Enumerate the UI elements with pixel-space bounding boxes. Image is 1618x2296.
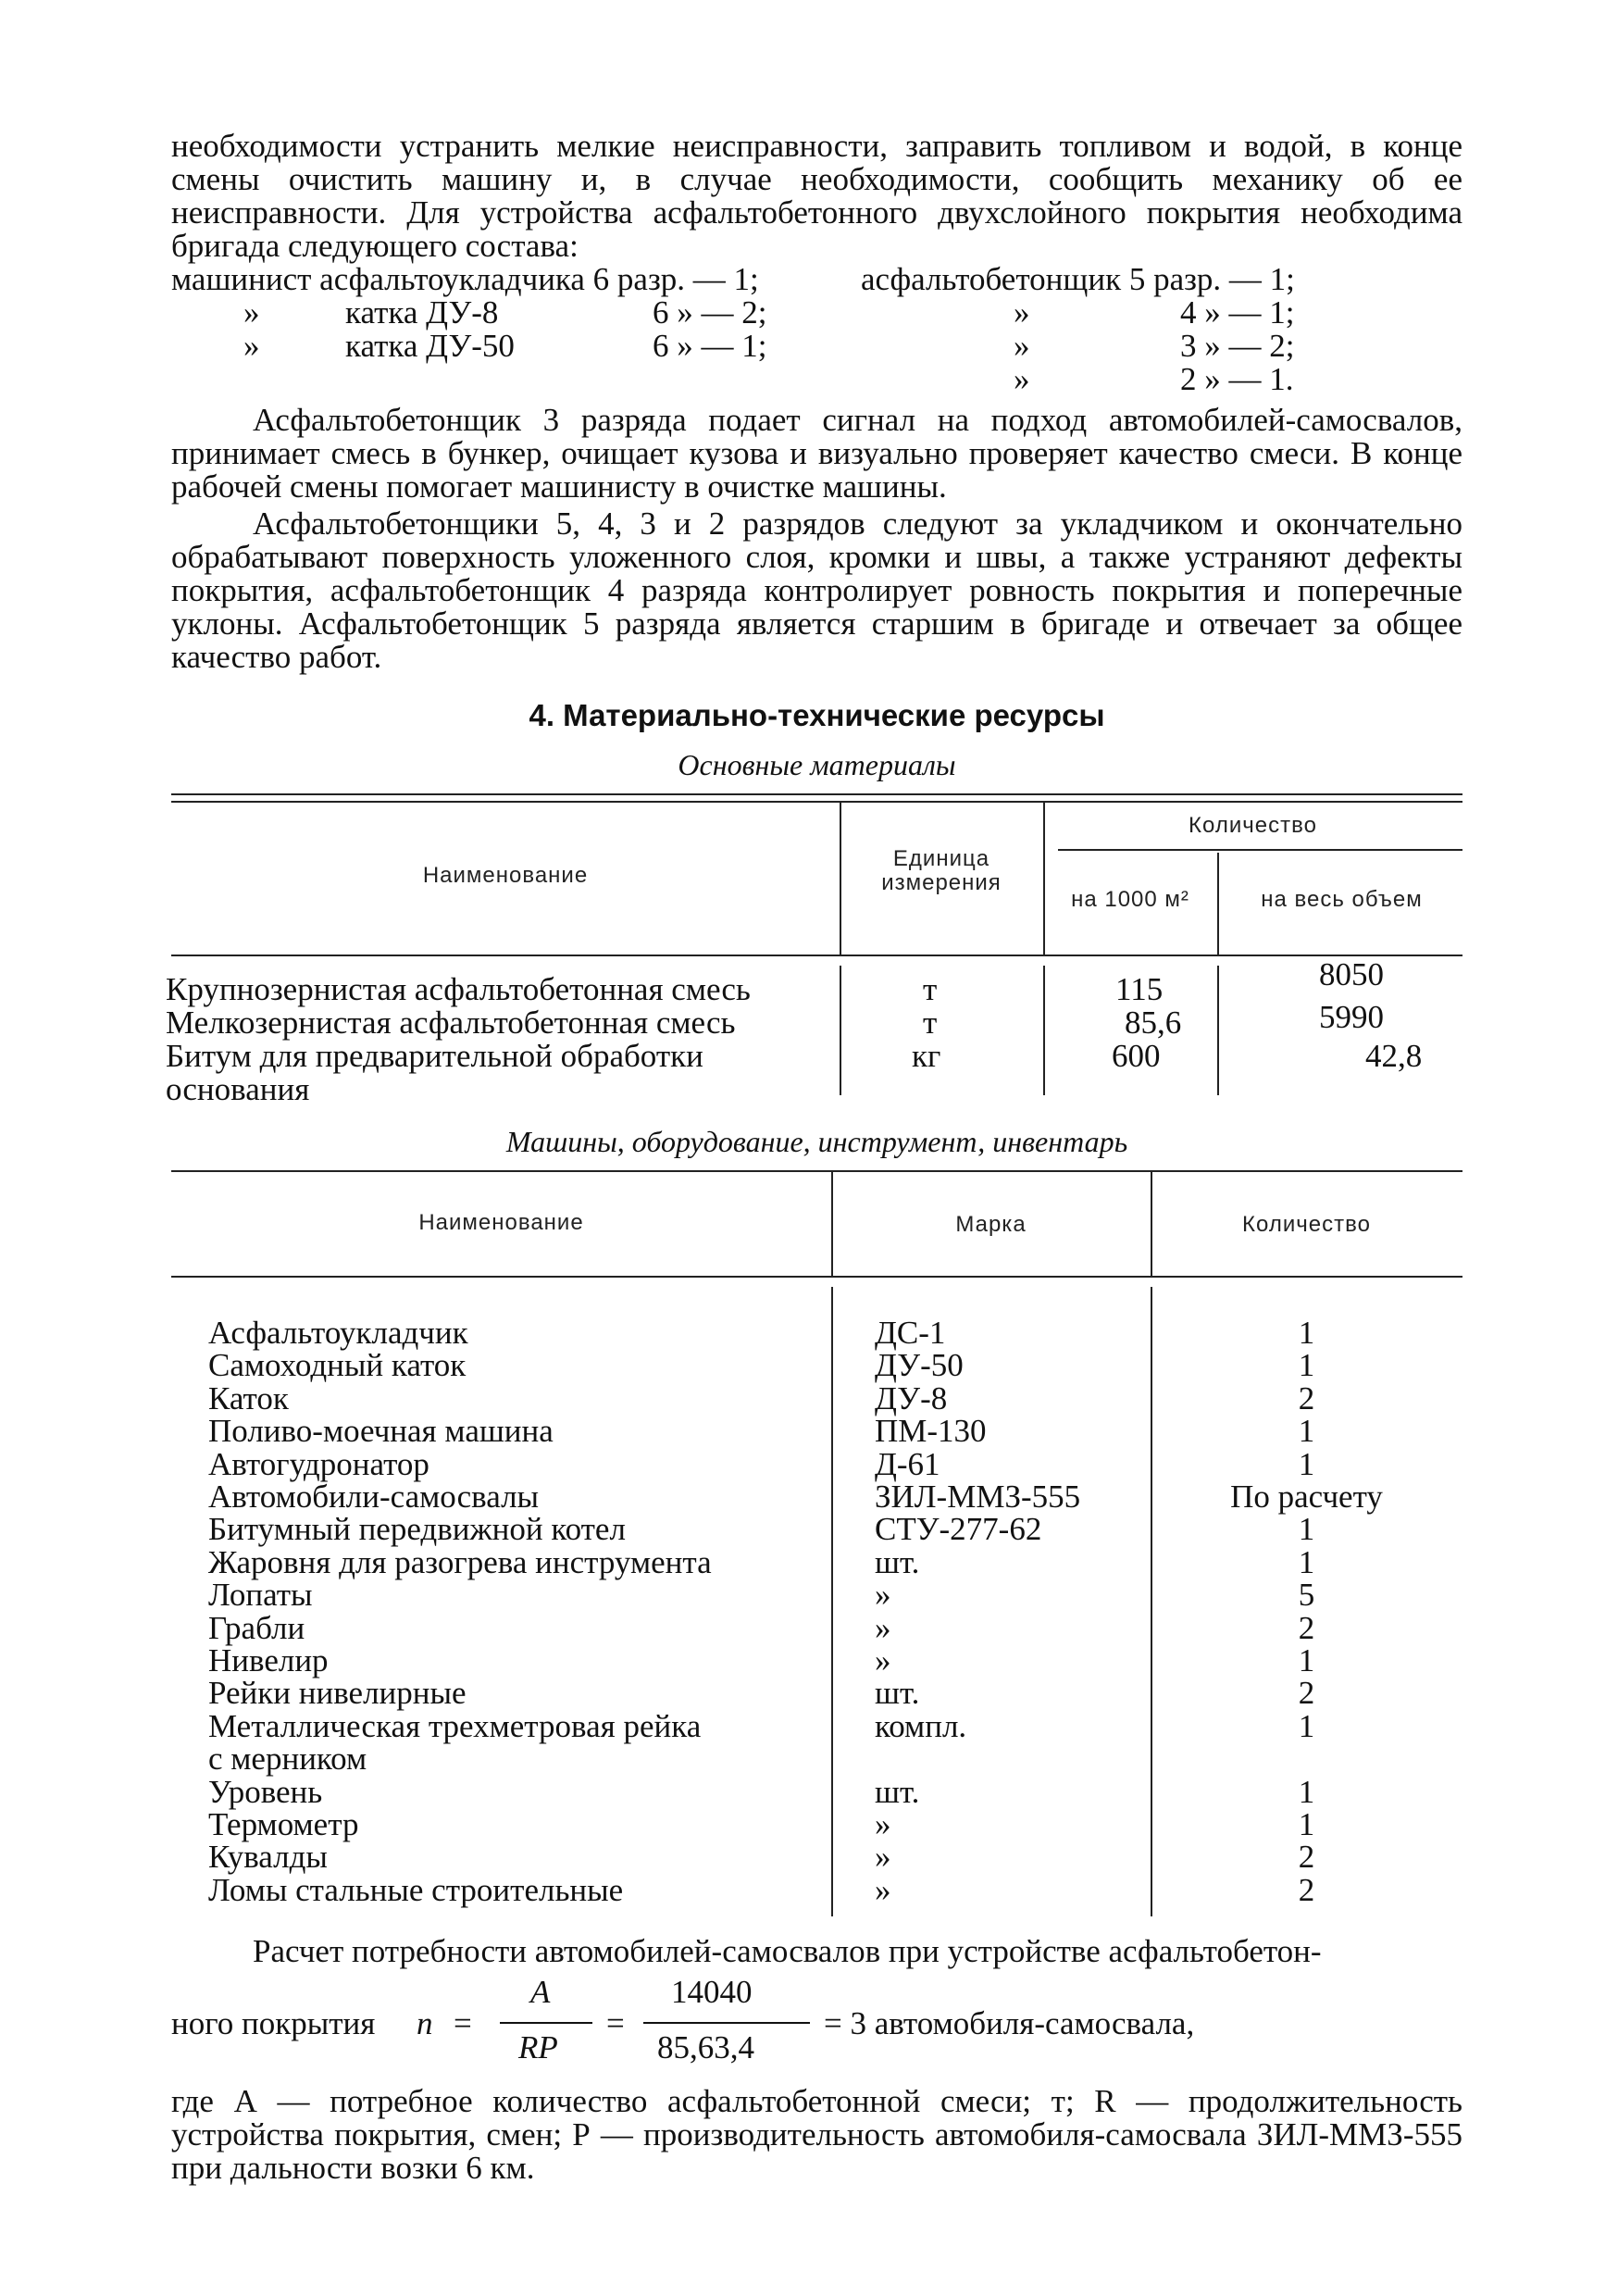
equipment-brand: компл. xyxy=(875,1707,967,1744)
material-unit: т xyxy=(923,971,938,1007)
equipment-name: Уровень xyxy=(208,1773,323,1810)
equipment-brand: ЗИЛ-ММЗ-555 xyxy=(875,1479,1081,1515)
formula-n: n xyxy=(417,2005,433,2041)
crew-row3-right: 3 » — 2; xyxy=(1180,328,1295,364)
equipment-brand: » xyxy=(875,1839,891,1876)
table-divider xyxy=(840,966,841,1095)
material-total: 8050 xyxy=(1319,956,1384,992)
equipment-qty: По расчету xyxy=(1230,1479,1383,1515)
equipment-name: Металлическая трехметровая рейка xyxy=(208,1707,702,1744)
formula-num-value: 14040 xyxy=(671,1974,753,2010)
equipment-name: Каток xyxy=(208,1379,289,1416)
crew-row2-mark: » xyxy=(243,294,260,331)
header-qty: Количество xyxy=(1189,813,1317,838)
equipment-qty: 1 xyxy=(1298,1347,1315,1384)
equipment-qty: 2 xyxy=(1298,1839,1315,1876)
equipment-name: Асфальтоукладчик xyxy=(208,1315,468,1351)
formula-eq: = xyxy=(606,2005,625,2041)
table-rule xyxy=(171,955,1462,956)
material-total: 42,8 xyxy=(1365,1038,1423,1074)
equipment-qty: 2 xyxy=(1298,1609,1315,1646)
equipment-qty: 2 xyxy=(1298,1379,1315,1416)
formula-result: = 3 автомобиля-самосвала, xyxy=(824,2005,1195,2041)
crew-row1-right: асфальтобетонщик 5 разр. — 1; xyxy=(861,261,1295,297)
header-name: Наименование xyxy=(422,863,589,888)
equipment-name: Автомобили-самосвалы xyxy=(208,1479,540,1515)
section-title: 4. Материально-технические ресурсы xyxy=(529,698,1105,732)
equipment-brand: ПМ-130 xyxy=(875,1413,987,1450)
document-page xyxy=(166,128,1462,2186)
table-rule xyxy=(171,793,1462,795)
equipment-brand: ДС-1 xyxy=(875,1315,946,1351)
paragraph-grade3: Асфальтобетонщик 3 разряда подает сигнал на подход автомобилей-самосвалов, принимает смесь в бункер, очищает кузова и визуально проверяет качество смеси. В конце рабочей смены помогает машинисту в очистке машины. xyxy=(171,402,1462,505)
material-name: Битум для предварительной обработки xyxy=(166,1038,703,1074)
equipment-name: Термометр xyxy=(208,1806,359,1842)
equipment-name: с мерником xyxy=(208,1741,367,1778)
equipment-name: Автогудронатор xyxy=(208,1445,429,1482)
equipment-name: Лопаты xyxy=(208,1577,313,1614)
equipment-qty: 1 xyxy=(1298,1806,1315,1842)
equipment-name: Поливо-моечная машина xyxy=(208,1413,554,1450)
equipment-brand: » xyxy=(875,1642,891,1678)
crew-row3-right-mark: » xyxy=(1014,328,1030,364)
calc-explanation: где А — потребное количество асфальтобетонной смеси; т; R — продолжительность устройства покрытия, смен; Р — производительность автомобиля-самосвала ЗИЛ-ММЗ-555 при дальности возки 6 км. xyxy=(171,2083,1462,2186)
equipment-brand: » xyxy=(875,1806,891,1842)
header-name: Наименование xyxy=(418,1210,584,1235)
equipment-name: Самоходный каток xyxy=(208,1347,467,1384)
crew-row1-left: машинист асфальтоукладчика 6 разр. — 1; xyxy=(171,261,759,297)
crew-row3-left: катка ДУ-50 xyxy=(345,328,515,364)
crew-row2-right: 4 » — 1; xyxy=(1180,294,1295,331)
material-total: 5990 xyxy=(1319,999,1384,1035)
equipment-name: Рейки нивелирные xyxy=(208,1675,467,1712)
header-brand: Марка xyxy=(955,1212,1027,1237)
material-per1000: 85,6 xyxy=(1125,1004,1182,1041)
equipment-qty: 1 xyxy=(1298,1773,1315,1810)
header-qty: Количество xyxy=(1242,1212,1371,1237)
materials-table xyxy=(166,792,1462,1107)
material-name: Крупнозернистая асфальтобетонная смесь xyxy=(166,971,751,1007)
equipment-name: Грабли xyxy=(208,1609,305,1646)
equipment-qty: 1 xyxy=(1298,1511,1315,1548)
crew-row4-right: 2 » — 1. xyxy=(1180,361,1294,397)
equipment-qty: 2 xyxy=(1298,1675,1315,1712)
equipment-brand: » xyxy=(875,1609,891,1646)
table-divider xyxy=(1217,853,1219,955)
fraction-line xyxy=(500,2022,592,2024)
material-name-continued: основания xyxy=(166,1071,310,1107)
equipment-name: Ломы стальные строительные xyxy=(208,1871,624,1908)
table-rule xyxy=(171,801,1462,803)
crew-row2-right-mark: » xyxy=(1014,294,1030,331)
crew-list xyxy=(171,263,1462,396)
equipment-brand: СТУ-277-62 xyxy=(875,1511,1042,1548)
equipment-name: Нивелир xyxy=(208,1642,329,1678)
table-rule xyxy=(1058,849,1462,851)
equipment-name: Жаровня для разогрева инструмента xyxy=(208,1543,712,1580)
equipment-qty: 1 xyxy=(1298,1445,1315,1482)
equipment-brand: шт. xyxy=(875,1543,920,1580)
equipment-name: Битумный передвижной котел xyxy=(208,1511,626,1548)
calc-intro: Расчет потребности автомобилей-самосвалов при устройстве асфальтобетон- xyxy=(253,1933,1322,1969)
equipment-brand: ДУ-8 xyxy=(875,1379,948,1416)
equipment-name: Кувалды xyxy=(208,1839,328,1876)
equipment-qty: 1 xyxy=(1298,1543,1315,1580)
equipment-qty: 1 xyxy=(1298,1707,1315,1744)
table-divider xyxy=(1217,966,1219,1095)
equipment-qty: 1 xyxy=(1298,1642,1315,1678)
equipment-qty: 1 xyxy=(1298,1315,1315,1351)
equipment-brand: » xyxy=(875,1577,891,1614)
table-rule xyxy=(171,1276,1462,1278)
equipment-brand: шт. xyxy=(875,1675,920,1712)
crew-row3-mark: » xyxy=(243,328,260,364)
equipment-qty: 1 xyxy=(1298,1413,1315,1450)
formula xyxy=(171,1968,1462,2079)
material-name: Мелкозернистая асфальтобетонная смесь xyxy=(166,1004,736,1041)
equipment-brand: шт. xyxy=(875,1773,920,1810)
equipment-table xyxy=(171,1163,1462,1922)
table-divider xyxy=(1043,966,1045,1095)
equipment-brand: Д-61 xyxy=(875,1445,940,1482)
paragraph-grades: Асфальтобетонщики 5, 4, 3 и 2 разрядов следуют за укладчиком и окончательно обрабатывают поверхность уложенного слоя, кромки и швы, а также устраняют дефекты покрытия, асфальтобетонщик 4 разряда контролирует ровность покрытия и поперечные уклоны. Асфальтобетонщик 5 разряда является старшим в бригаде и отвечает за общее качество работ. xyxy=(171,505,1462,675)
formula-eq: = xyxy=(454,2005,472,2041)
table-divider xyxy=(831,1287,833,1916)
equipment-brand: ДУ-50 xyxy=(875,1347,964,1384)
formula-den-rp: RP xyxy=(518,2029,558,2065)
equipment-qty: 5 xyxy=(1298,1577,1315,1614)
equipment-qty: 2 xyxy=(1298,1871,1315,1908)
material-per1000: 115 xyxy=(1115,971,1164,1007)
header-unit: Единица измерения xyxy=(881,846,1002,895)
header-total: на весь объем xyxy=(1261,887,1423,912)
crew-row4-right-mark: » xyxy=(1014,361,1030,397)
crew-row2-left: катка ДУ-8 xyxy=(345,294,499,331)
intro-paragraph: необходимости устранить мелкие неисправности, заправить топливом и водой, в конце смены очистить машину и, в случае необходимости, сообщить механику об ее неисправности. Для устройства асфальтобетонного двухслойного покрытия необходима бригада следующего состава: xyxy=(171,128,1462,264)
table-divider xyxy=(840,801,841,955)
table-rule xyxy=(171,1170,1462,1172)
formula-prefix: ного покрытия xyxy=(171,2005,376,2041)
crew-row2-grade: 6 » — 2; xyxy=(653,294,767,331)
formula-den-value: 85,63,4 xyxy=(657,2029,754,2065)
equipment-brand: » xyxy=(875,1871,891,1908)
materials-title: Основные материалы xyxy=(678,748,956,781)
equipment-title: Машины, оборудование, инструмент, инвентарь xyxy=(505,1125,1128,1158)
material-unit: т xyxy=(923,1004,938,1041)
fraction-line xyxy=(643,2022,810,2024)
crew-row3-grade: 6 » — 1; xyxy=(653,328,767,364)
header-per1000: на 1000 м² xyxy=(1071,887,1189,912)
formula-num-a: A xyxy=(530,1974,551,2010)
material-unit: кг xyxy=(912,1038,941,1074)
material-per1000: 600 xyxy=(1112,1038,1161,1074)
